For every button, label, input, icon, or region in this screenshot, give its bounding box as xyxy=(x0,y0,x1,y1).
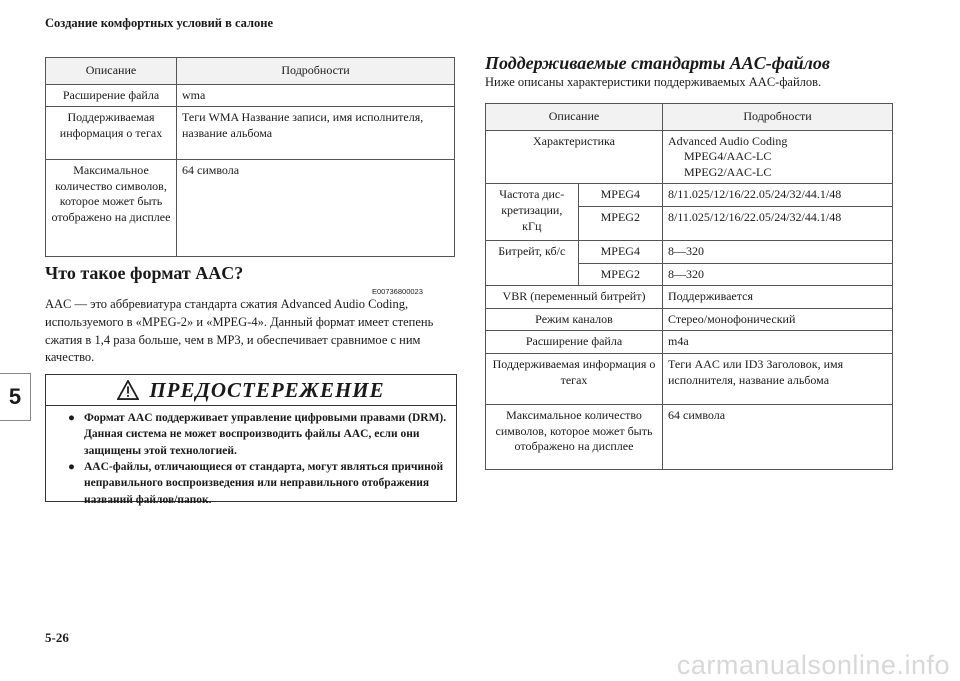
page-number: 5-26 xyxy=(45,630,69,645)
table-cell-desc: Характеристика xyxy=(486,130,663,184)
table-cell-details: Теги AAC или ID3 Заголовок, имя исполнителя, название альбома xyxy=(663,353,893,404)
column-header: Подробности xyxy=(663,104,893,131)
warning-title: ПРЕДОСТЕРЕЖЕНИЕ xyxy=(149,377,385,402)
column-header: Подробности xyxy=(177,58,455,85)
page-header-title: Создание комфортных условий в салоне xyxy=(45,16,274,30)
table-cell-desc: Поддерживаемая информация о тегах xyxy=(46,107,177,160)
warning-triangle-icon xyxy=(117,380,139,400)
table-row xyxy=(486,184,893,207)
characteristic-value: MPEG2/AAC-LC xyxy=(684,164,772,179)
table-row xyxy=(46,107,455,160)
warning-box xyxy=(45,374,457,506)
table-cell-details: m4a xyxy=(663,331,893,354)
column-header: Описание xyxy=(486,104,663,131)
table-cell-desc: Поддерживаемая информация о тегах xyxy=(486,353,663,404)
characteristic-value: Advanced Audio Coding xyxy=(668,133,788,148)
document-code: E00736800023 xyxy=(372,287,423,296)
table-cell-standard: MPEG2 xyxy=(578,206,662,240)
table-cell-desc: Частота дис-кретизации, кГц xyxy=(486,184,579,241)
table-cell-desc: Расширение файла xyxy=(486,331,663,354)
column-header: Описание xyxy=(46,58,177,85)
table-cell-standard: MPEG4 xyxy=(578,240,662,263)
table-row xyxy=(486,404,893,469)
warning-item: ● Формат AAC поддерживает управление цифровыми правами (DRM). Данная система не может воспроизводить файлы AAC, если они защищены этой технологией. xyxy=(68,410,448,459)
table-row xyxy=(46,160,455,257)
table-cell-details xyxy=(663,130,893,184)
table-cell-details: wma xyxy=(177,84,455,107)
table-cell-desc: Максимальное количество символов, которое может быть отображено на дисплее xyxy=(46,160,177,257)
table-cell-desc: Расширение файла xyxy=(46,84,177,107)
table-row xyxy=(486,130,893,184)
table-row xyxy=(486,331,893,354)
table-cell-details: Поддерживается xyxy=(663,286,893,309)
table-row xyxy=(486,240,893,263)
table-cell-details: Теги WMA Название записи, имя исполнителя, название альбома xyxy=(177,107,455,160)
wma-spec-table xyxy=(45,57,455,257)
table-row xyxy=(486,353,893,404)
table-row xyxy=(486,308,893,331)
table-header-row xyxy=(486,104,893,131)
table-cell-standard: MPEG2 xyxy=(578,263,662,286)
table-cell-details: Стерео/монофонический xyxy=(663,308,893,331)
table-cell-details: 8—320 xyxy=(663,263,893,286)
table-cell-desc: Режим каналов xyxy=(486,308,663,331)
warning-header xyxy=(46,375,456,406)
table-cell-details: 64 символа xyxy=(663,404,893,469)
table-cell-standard: MPEG4 xyxy=(578,184,662,207)
table-cell-desc: Битрейт, кб/с xyxy=(486,240,579,285)
table-header-row xyxy=(46,58,455,85)
table-row xyxy=(46,84,455,107)
characteristic-value: MPEG4/AAC-LC xyxy=(684,149,772,164)
aac-section-body: AAC — это аббревиатура стандарта сжатия Advanced Audio Coding, используемого в «MPEG-2» и «MPEG-4». Данный формат имеет степень сжатия в 1,4 раза больше, чем в MP3, и обеспечивает сравнимое с ним качество. xyxy=(45,297,434,365)
table-cell-desc: VBR (переменный битрейт) xyxy=(486,286,663,309)
table-cell-desc: Максимальное количество символов, которое может быть отображено на дисплее xyxy=(486,404,663,469)
aac-section-title: Что такое формат AAC? xyxy=(45,263,244,283)
aac-standards-intro: Ниже описаны характеристики поддерживаемых AAC-файлов. xyxy=(485,75,822,89)
aac-spec-table xyxy=(485,103,893,470)
table-cell-details: 8/11.025/12/16/22.05/24/32/44.1/48 xyxy=(663,206,893,240)
chapter-tab: 5 xyxy=(0,373,31,421)
table-cell-details: 8—320 xyxy=(663,240,893,263)
watermark: carmanualsonline.info xyxy=(676,650,950,680)
warning-item: ● AAC-файлы, отличающиеся от стандарта, могут являться причиной неправильного воспроизведения или неправильного отображения названий файлов/папок. xyxy=(68,459,448,508)
warning-list xyxy=(46,410,456,508)
aac-standards-title: Поддерживаемые стандарты AAC-файлов xyxy=(485,53,830,73)
table-row xyxy=(486,286,893,309)
table-cell-details: 8/11.025/12/16/22.05/24/32/44.1/48 xyxy=(663,184,893,207)
table-cell-details: 64 символа xyxy=(177,160,455,257)
